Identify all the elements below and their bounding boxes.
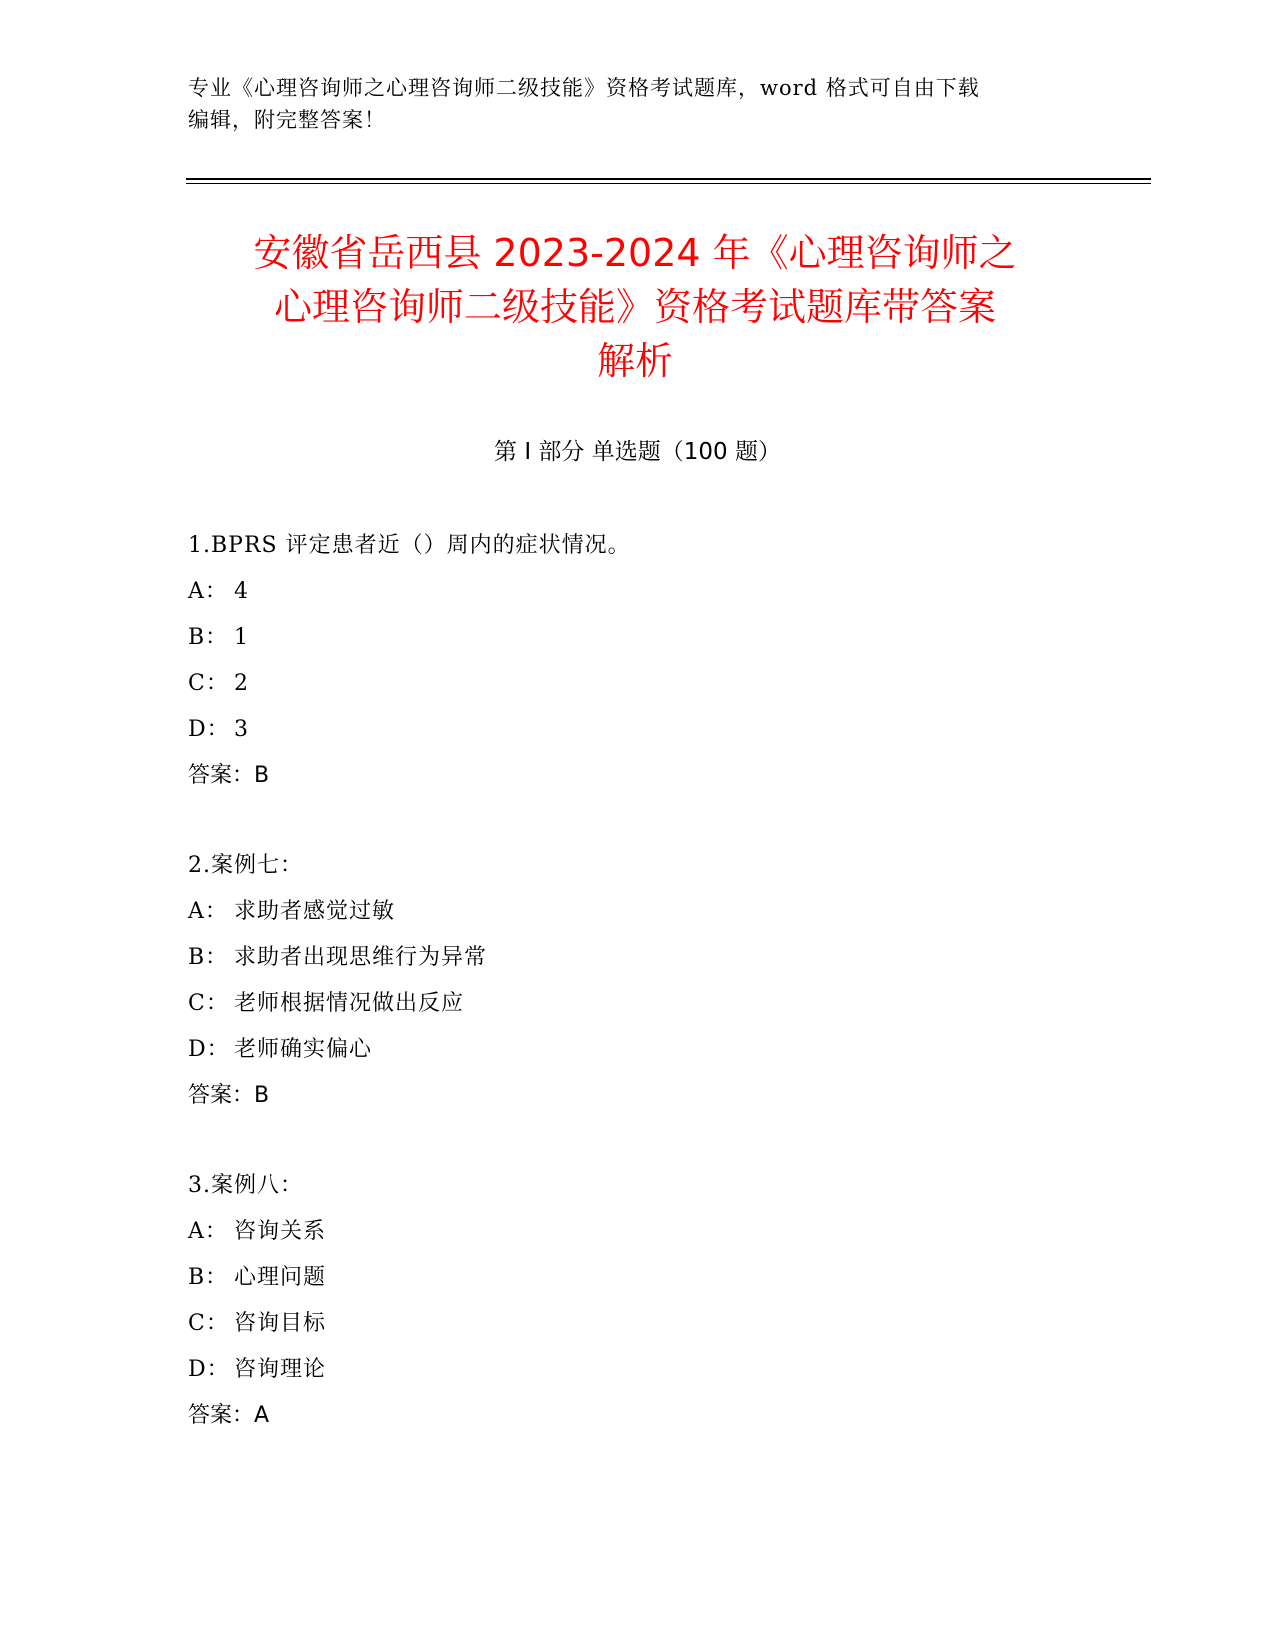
question-2	[188, 843, 1088, 1119]
option-text: 心理问题	[234, 1265, 327, 1290]
option-letter: D：	[188, 1037, 230, 1062]
option-text: 1	[234, 625, 249, 650]
option-c	[188, 981, 1088, 1027]
option-a	[188, 1209, 1088, 1255]
answer-line: 答案：B	[188, 1083, 270, 1108]
option-text: 咨询目标	[234, 1311, 327, 1336]
option-letter: B：	[188, 1265, 229, 1290]
option-text: 3	[234, 717, 249, 742]
header-note-line-2: 编辑，附完整答案！	[188, 108, 386, 132]
document-title-line-1: 安徽省岳西县 2023-2024 年《心理咨询师之	[253, 231, 1017, 275]
option-text: 老师根据情况做出反应	[234, 991, 465, 1016]
document-title-line-3: 解析	[596, 339, 673, 383]
section-heading: 第 I 部分 单选题（100 题）	[494, 439, 781, 465]
option-letter: D：	[188, 1357, 230, 1382]
option-letter: C：	[188, 1311, 229, 1336]
option-c	[188, 1301, 1088, 1347]
option-b	[188, 935, 1088, 981]
option-text: 求助者出现思维行为异常	[234, 945, 488, 970]
option-text: 2	[234, 671, 249, 696]
document-title-line-2: 心理咨询师二级技能》资格考试题库带答案	[273, 285, 996, 329]
option-letter: A：	[188, 579, 228, 604]
option-letter: A：	[188, 899, 228, 924]
option-c	[188, 661, 1088, 707]
option-b	[188, 1255, 1088, 1301]
option-letter: B：	[188, 625, 229, 650]
option-text: 咨询理论	[234, 1357, 327, 1382]
option-a	[188, 889, 1088, 935]
option-letter: D：	[188, 717, 230, 742]
option-letter: A：	[188, 1219, 228, 1244]
question-stem: 2.案例七：	[188, 853, 303, 878]
option-text: 求助者感觉过敏	[234, 899, 396, 924]
question-stem: 1.BPRS 评定患者近（）周内的症状情况。	[188, 533, 631, 558]
option-text: 咨询关系	[234, 1219, 327, 1244]
option-letter: B：	[188, 945, 229, 970]
option-text: 4	[234, 579, 249, 604]
question-stem: 3.案例八：	[188, 1173, 303, 1198]
question-3	[188, 1163, 1088, 1439]
option-d	[188, 707, 1088, 753]
option-d	[188, 1027, 1088, 1073]
option-a	[188, 569, 1088, 615]
option-letter: C：	[188, 671, 229, 696]
header-note	[188, 72, 1088, 136]
option-d	[188, 1347, 1088, 1393]
document-title	[190, 226, 1080, 388]
answer-line: 答案：A	[188, 1403, 270, 1428]
question-1	[188, 523, 1088, 799]
option-text: 老师确实偏心	[234, 1037, 373, 1062]
option-b	[188, 615, 1088, 661]
header-note-line-1: 专业《心理咨询师之心理咨询师二级技能》资格考试题库，word 格式可自由下载	[188, 76, 980, 100]
answer-line: 答案：B	[188, 763, 270, 788]
option-letter: C：	[188, 991, 229, 1016]
header-divider-thin	[186, 183, 1151, 184]
header-divider-thick	[186, 178, 1151, 180]
